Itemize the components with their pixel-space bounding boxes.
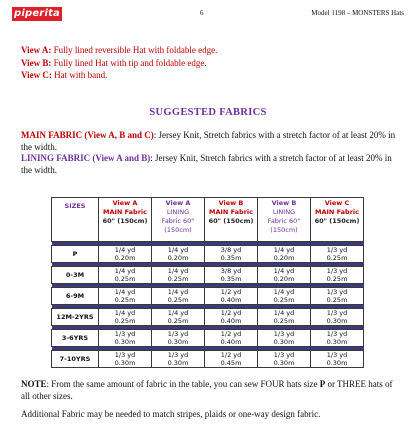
column-header [311, 198, 364, 242]
meters-value: 0.30m [326, 359, 348, 367]
column-header-line: Fabric 60" [161, 217, 195, 225]
fabric-amount-cell [99, 246, 152, 263]
fabric-amount-cell [152, 351, 205, 368]
fabric-amount-cell [99, 351, 152, 368]
meters-value: 0.25m [273, 296, 295, 304]
views-list [21, 44, 217, 82]
yards-value: 1/4 yd [167, 267, 189, 275]
yards-value: 1/3 yd [114, 351, 136, 359]
meters-value: 0.30m [114, 359, 136, 367]
column-header-line: View A [165, 199, 191, 207]
column-header-line: View C [324, 199, 350, 207]
column-header-line: View A [112, 199, 138, 207]
yards-value: 1/4 yd [114, 246, 136, 254]
yards-value: 1/4 yd [273, 267, 295, 275]
yards-value: 1/4 yd [273, 288, 295, 296]
yards-value: 1/2 yd [220, 309, 242, 317]
column-header-line: MAIN Fabric [102, 208, 147, 216]
yards-value: 1/3 yd [167, 330, 189, 338]
fabric-amount-cell [152, 288, 205, 305]
meters-value: 0.25m [114, 275, 136, 283]
yards-value: 1/3 yd [273, 351, 295, 359]
fabric-amount-cell [205, 246, 258, 263]
fabric-amount-cell [311, 351, 364, 368]
main-fabric-label: MAIN FABRIC (View A, B and C) [21, 130, 154, 140]
fabric-amount-cell [258, 351, 311, 368]
fabric-amount-cell [258, 246, 311, 263]
column-header [258, 198, 311, 242]
yards-value: 1/3 yd [326, 267, 348, 275]
note-text-a: : From the same amount of fabric in the table, you can sew FOUR hats size [46, 379, 320, 389]
size-cell: P [52, 246, 99, 263]
size-cell: 6-9M [52, 288, 99, 305]
fabric-amount-cell [311, 267, 364, 284]
meters-value: 0.20m [273, 275, 295, 283]
column-header-line: MAIN Fabric [314, 208, 359, 216]
fabric-amount-cell [205, 309, 258, 326]
view-b-text: Fully lined Hat with tip and foldable edge. [53, 57, 207, 68]
table-row [52, 351, 364, 368]
view-a-label: View A: [21, 45, 52, 55]
yards-value: 1/2 yd [220, 330, 242, 338]
meters-value: 0.25m [167, 275, 189, 283]
column-header-line: 60" (150cm) [208, 217, 254, 225]
meters-value: 0.40m [220, 296, 242, 304]
meters-value: 0.30m [326, 338, 348, 346]
meters-value: 0.25m [326, 275, 348, 283]
yards-value: 1/2 yd [220, 351, 242, 359]
brand-logo: piperita [13, 8, 60, 19]
meters-value: 0.30m [326, 317, 348, 325]
meters-value: 0.20m [167, 254, 189, 262]
table-row [52, 330, 364, 347]
meters-value: 0.35m [220, 254, 242, 262]
size-cell: 12M-2YRS [52, 309, 99, 326]
meters-value: 0.30m [273, 338, 295, 346]
column-header-line: 60" (150cm) [102, 217, 148, 225]
section-title: SUGGESTED FABRICS [149, 107, 267, 118]
fabric-amount-cell [311, 288, 364, 305]
yards-value: 1/2 yd [220, 288, 242, 296]
yards-value: 1/4 yd [273, 246, 295, 254]
lining-fabric-paragraph [21, 153, 401, 176]
additional-fabric-note: Additional Fabric may be needed to match stripes, plaids or one-way design fabric. [21, 409, 321, 419]
yards-value: 3/8 yd [220, 246, 242, 254]
column-header-line: (150cm) [270, 226, 298, 234]
yards-value: 1/3 yd [273, 330, 295, 338]
fabric-amount-cell [152, 267, 205, 284]
yards-value: 1/3 yd [326, 351, 348, 359]
fabric-amount-cell [205, 330, 258, 347]
meters-value: 0.40m [220, 338, 242, 346]
table-row [52, 267, 364, 284]
yards-value: 1/4 yd [114, 288, 136, 296]
view-b-label: View B: [21, 57, 52, 68]
note-label: NOTE [21, 379, 47, 389]
yards-value: 1/4 yd [167, 246, 189, 254]
main-fabric-text: : Jersey Knit, Stretch fabrics with a stretch factor of at least 20% in the width. [21, 130, 396, 152]
meters-value: 0.25m [326, 296, 348, 304]
fabric-amount-cell [99, 309, 152, 326]
view-b-line [21, 57, 217, 70]
meters-value: 0.35m [220, 275, 242, 283]
table-row [52, 309, 364, 326]
view-c-label: View C: [21, 70, 52, 80]
meters-value: 0.25m [167, 317, 189, 325]
fabric-amount-cell [258, 330, 311, 347]
fabric-amount-cell [311, 330, 364, 347]
yards-value: 1/4 yd [167, 288, 189, 296]
fabric-amount-cell [311, 309, 364, 326]
meters-value: 0.45m [220, 359, 242, 367]
column-header-line: LINING [166, 208, 190, 216]
page-number: 6 [200, 9, 204, 17]
meters-value: 0.30m [167, 359, 189, 367]
yards-value: 1/3 yd [326, 330, 348, 338]
view-c-text: Hat with band. [54, 70, 108, 80]
view-a-text: Fully lined reversible Hat with foldable edge. [53, 45, 218, 55]
size-cell: 7-10YRS [52, 351, 99, 368]
fabric-requirements-table [51, 197, 364, 368]
note-size-p: P [319, 379, 326, 389]
meters-value: 0.30m [114, 338, 136, 346]
yards-value: 1/3 yd [326, 309, 348, 317]
size-cell: 3-6YRS [52, 330, 99, 347]
meters-value: 0.30m [273, 359, 295, 367]
column-header-line: View B [218, 199, 244, 207]
view-a-line [21, 44, 217, 57]
column-header [205, 198, 258, 242]
fabric-amount-cell [99, 267, 152, 284]
meters-value: 0.25m [114, 296, 136, 304]
yards-value: 1/4 yd [114, 309, 136, 317]
note-paragraph [21, 378, 401, 402]
column-header [99, 198, 152, 242]
yards-value: 3/8 yd [220, 267, 242, 275]
size-cell: 0-3M [52, 267, 99, 284]
yards-value: 1/3 yd [326, 288, 348, 296]
lining-fabric-label: LINING FABRIC (View A and B) [21, 153, 151, 163]
fabric-amount-cell [99, 330, 152, 347]
lining-fabric-text: : Jersey Knit, Stretch fabrics with a stretch factor of at least 20% in the width. [21, 153, 392, 175]
column-header-line: (150cm) [164, 226, 192, 234]
meters-value: 0.20m [273, 254, 295, 262]
table-row [52, 288, 364, 305]
meters-value: 0.20m [114, 254, 136, 262]
fabric-amount-cell [152, 246, 205, 263]
meters-value: 0.25m [273, 317, 295, 325]
yards-value: 1/4 yd [114, 267, 136, 275]
meters-value: 0.25m [326, 254, 348, 262]
fabric-amount-cell [205, 267, 258, 284]
column-header [152, 198, 205, 242]
fabric-amount-cell [311, 246, 364, 263]
view-c-line [21, 69, 217, 82]
meters-value: 0.40m [220, 317, 242, 325]
yards-value: 1/3 yd [326, 246, 348, 254]
column-header-line: View B [271, 199, 297, 207]
fabric-amount-cell [205, 288, 258, 305]
fabric-amount-cell [258, 288, 311, 305]
main-fabric-paragraph [21, 130, 401, 153]
note-text-b: or THREE hats of all other sizes. [21, 379, 393, 401]
fabric-amount-cell [152, 330, 205, 347]
meters-value: 0.30m [167, 338, 189, 346]
yards-value: 1/4 yd [167, 309, 189, 317]
column-header-line: LINING [272, 208, 296, 216]
column-header-line: Fabric 60" [267, 217, 301, 225]
yards-value: 1/3 yd [114, 330, 136, 338]
column-header-line: MAIN Fabric [208, 208, 253, 216]
fabric-amount-cell [205, 351, 258, 368]
sizes-header: SIZES [52, 198, 99, 242]
table-header-row [52, 198, 364, 242]
fabric-amount-cell [99, 288, 152, 305]
fabric-amount-cell [258, 309, 311, 326]
fabric-amount-cell [152, 309, 205, 326]
table-row [52, 246, 364, 263]
yards-value: 1/4 yd [273, 309, 295, 317]
yards-value: 1/3 yd [167, 351, 189, 359]
fabric-amount-cell [258, 267, 311, 284]
model-title: Model 1198 – MONSTERS Hats [311, 9, 404, 17]
column-header-line: 60" (150cm) [314, 217, 360, 225]
meters-value: 0.25m [114, 317, 136, 325]
meters-value: 0.25m [167, 296, 189, 304]
